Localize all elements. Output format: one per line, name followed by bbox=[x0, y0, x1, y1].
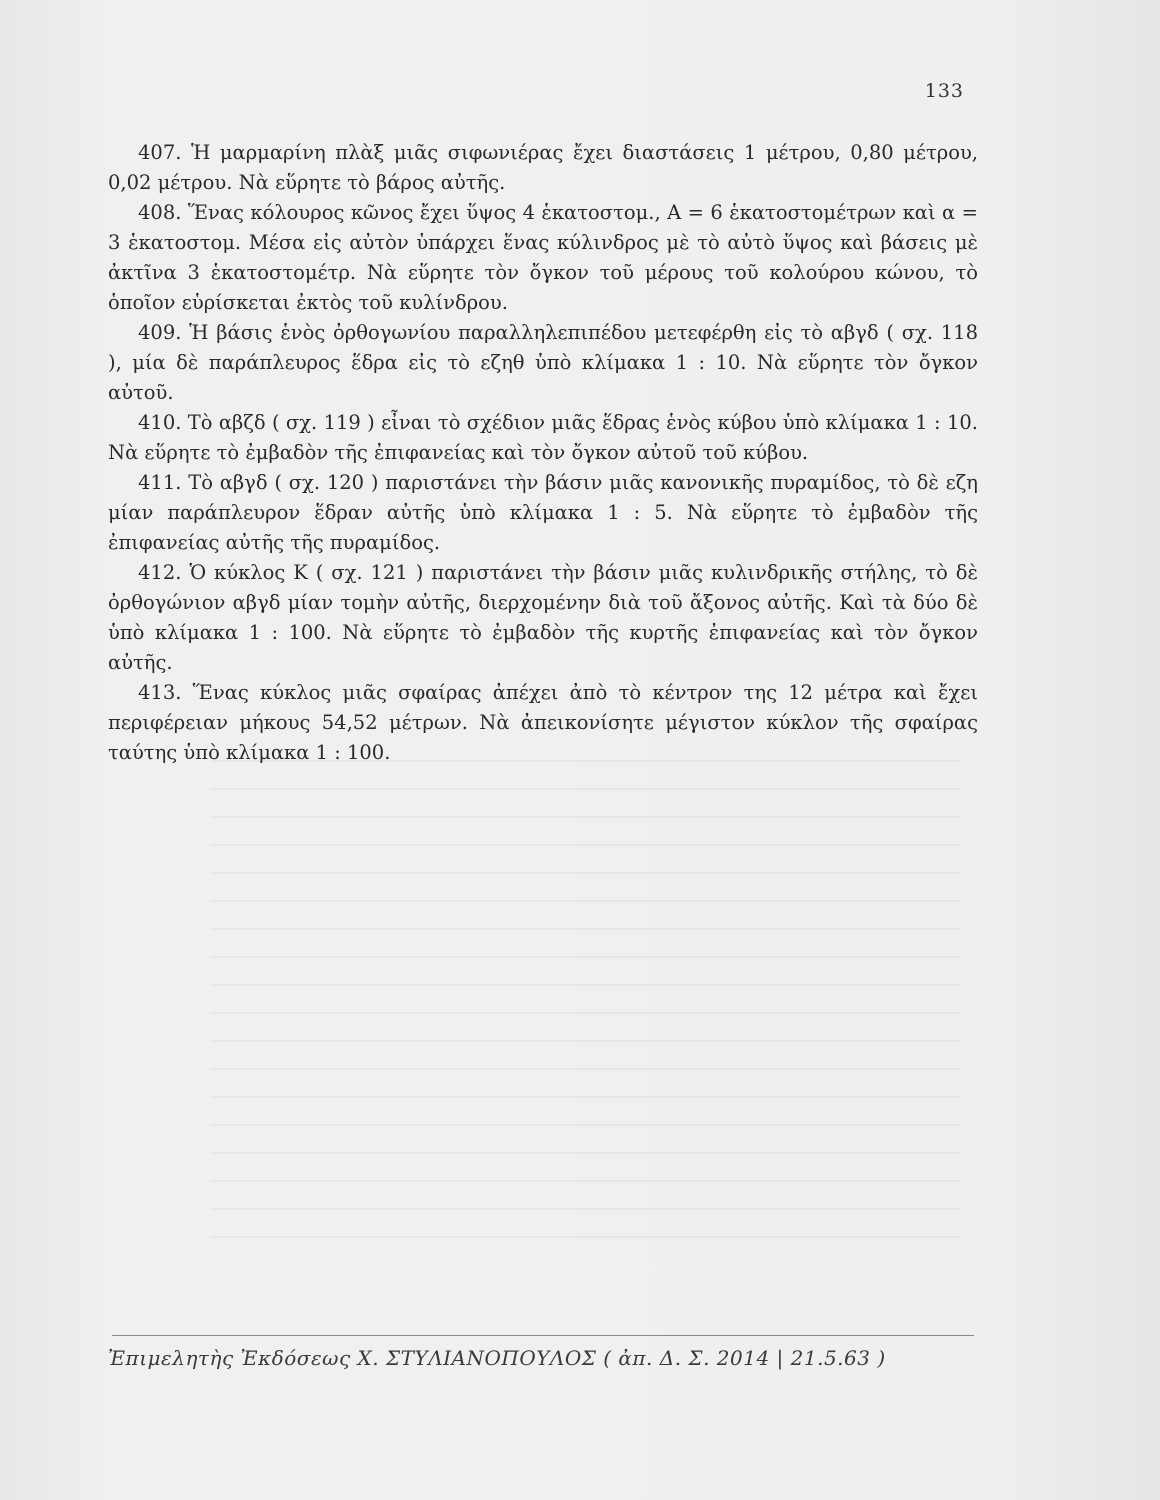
problem-408: 408. Ἕνας κόλουρος κῶνος ἔχει ὕψος 4 ἑκατοστομ., Α = 6 ἑκατοστομέτρων καὶ α = 3 ἑκατοστομ. Μέσα εἰς αὐτὸν ὑπάρχει ἕνας κύλινδρος μὲ τὸ αὐτὸ ὕψος καὶ βάσεις μὲ ἀκτῖνα 3 ἑκατοστομέτρ. Νὰ εὕρητε τὸν ὄγκον τοῦ μέρους τοῦ κολούρου κώνου, τὸ ὁποῖον εὑρίσκεται ἐκτὸς τοῦ κυλίνδρου. bbox=[108, 201, 978, 314]
problem-410: 410. Τὸ αβζδ ( σχ. 119 ) εἶναι τὸ σχέδιον μιᾶς ἕδρας ἑνὸς κύβου ὑπὸ κλίμακα 1 : 10. Νὰ εὕρητε τὸ ἐμβαδὸν τῆς ἐπιφανείας καὶ τὸν ὄγκον αὐτοῦ τοῦ κύβου. bbox=[108, 411, 978, 464]
problem-list bbox=[108, 138, 978, 768]
footer-editor-note: Ἐπιμελητὴς Ἐκδόσεως Χ. ΣΤΥΛΙΑΝΟΠΟΥΛΟΣ ( ἀπ. Δ. Σ. 2014 | 21.5.63 ) bbox=[108, 1346, 886, 1370]
problem-413: 413. Ἕνας κύκλος μιᾶς σφαίρας ἀπέχει ἀπὸ τὸ κέντρον της 12 μέτρα καὶ ἔχει περιφέρειαν μήκους 54,52 μέτρων. Νὰ ἀπεικονίσητε μέγιστον κύκλον τῆς σφαίρας ταύτης ὑπὸ κλίμακα 1 : 100. bbox=[108, 681, 978, 764]
page-number: 133 bbox=[924, 80, 964, 102]
problem-411: 411. Τὸ αβγδ ( σχ. 120 ) παριστάνει τὴν βάσιν μιᾶς κανονικῆς πυραμίδος, τὸ δὲ εζη μίαν παράπλευρον ἕδραν αὐτῆς ὑπὸ κλίμακα 1 : 5. Νὰ εὕρητε τὸ ἐμβαδὸν τῆς ἐπιφανείας αὐτῆς τῆς πυραμίδος. bbox=[108, 471, 978, 554]
show-through-texture bbox=[210, 760, 960, 1280]
problem-407: 407. Ἡ μαρμαρίνη πλὰξ μιᾶς σιφωνιέρας ἔχει διαστάσεις 1 μέτρου, 0,80 μέτρου, 0,02 μέτρου. Νὰ εὕρητε τὸ βάρος αὐτῆς. bbox=[108, 141, 978, 194]
footer-divider bbox=[112, 1335, 974, 1336]
problem-409: 409. Ἡ βάσις ἑνὸς ὀρθογωνίου παραλληλεπιπέδου μετεφέρθη εἰς τὸ αβγδ ( σχ. 118 ), μία δὲ παράπλευρος ἕδρα εἰς τὸ εζηθ ὑπὸ κλίμακα 1 : 10. Νὰ εὕρητε τὸν ὄγκον αὐτοῦ. bbox=[108, 321, 978, 404]
problem-412: 412. Ὁ κύκλος Κ ( σχ. 121 ) παριστάνει τὴν βάσιν μιᾶς κυλινδρικῆς στήλης, τὸ δὲ ὀρθογώνιον αβγδ μίαν τομὴν αὐτῆς, διερχομένην διὰ τοῦ ἄξονος αὐτῆς. Καὶ τὰ δύο δὲ ὑπὸ κλίμακα 1 : 100. Νὰ εὕρητε τὸ ἐμβαδὸν τῆς κυρτῆς ἐπιφανείας καὶ τὸν ὄγκον αὐτῆς. bbox=[108, 561, 978, 674]
